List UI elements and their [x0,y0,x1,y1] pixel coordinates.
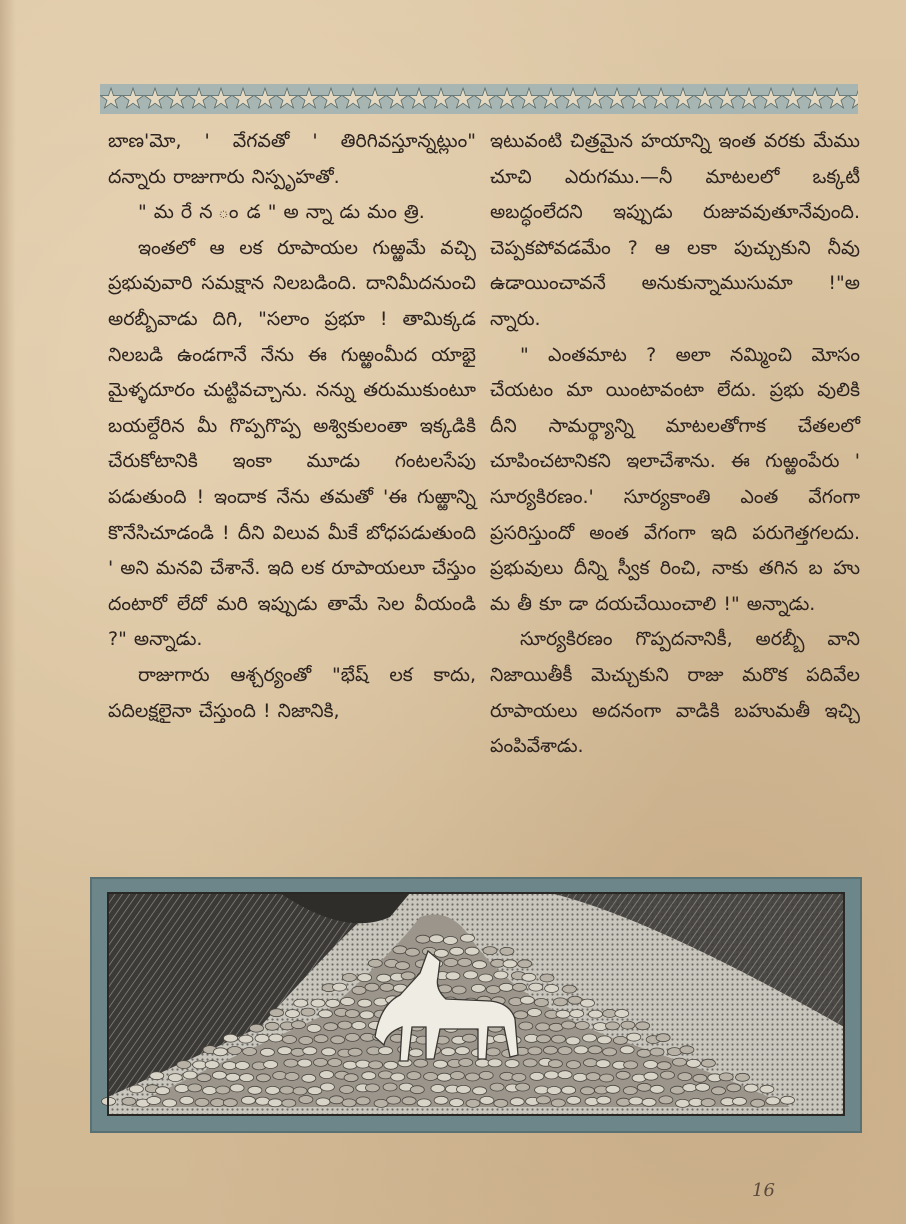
paragraph: ఇటువంటి చిత్రమైన హయాన్ని ఇంత వరకు మేము చూచి ఎరుగము.—నీ మాటలలో ఒక్కటీ అబద్ధంలేదని ఇప్పుడు రుజువవుతూనేవుంది. చెప్పకపోవడమేం ? ఆ లకా పుచ్చుకుని నీవు ఉడాయించావనే అనుకున్నాముసుమా !"అ న్నారు. [490,130,860,330]
page-number: 16 [752,1180,775,1201]
paragraph: రాజుగారు ఆశ్చర్యంతో "భేష్ లక కాదు, పదిలక్షలైనా చేస్తుంది ! నిజానికి, [108,663,476,722]
paragraph: " మ రే న ం డ " అ న్నా డు మం త్రి. [138,201,425,224]
right-text-column [490,124,860,765]
paragraph: ఇంతలో ఆ లక రూపాయల గుఱ్ఱమే వచ్చి ప్రభువువారి సమక్షాన నిలబడింది. దానిమీదనుంచి అరబ్బీవాడు దిగి, "సలాం ప్రభూ ! తామిక్కడ నిలబడి ఉండగానే నేను ఈ గుఱ్ఱంమీద యాభై మైళ్ళదూరం చుట్టివచ్చాను. నన్ను తరుముకుంటూ బయల్దేరిన మీ గొప్పగొప్ప అశ్వికులంతా ఇక్కడికి చేరుకోటానికి ఇంకా మూడు గంటలసేపు పడుతుంది ! ఇందాక నేను తమతో 'ఈ గుఱ్ఱాన్ని కొనేసిచూడండి ! దీని విలువ మీకే బోధపడుతుంది ' అని మనవి చేశానే. ఇది లక రూపాయలూ చేస్తుం దంటారో లేదో మరి ఇప్పుడు తామే సెల వీయండి ?" అన్నాడు. [108,236,476,651]
horse-on-coin-heap-illustration [90,877,862,1133]
paragraph: " ఎంతమాట ? అలా నమ్మించి మోసం చేయటం మా యింటావంటా లేదు. ప్రభు వులికి దీని సామర్థ్యాన్ని మాటలతోగాక చేతలలో చూపించటానికని ఇలాచేశాను. ఈ గుఱ్ఱంపేరు ' సూర్యకిరణం.' సూర్యకాంతి ఎంత వేగంగా ప్రసరిస్తుందో అంత వేగంగా ఇది పరుగెత్తగలదు. ప్రభువులు దీన్ని స్వీక రించి, నాకు తగిన బ హు మ తీ కూ డా దయచేయించాలి !" అన్నాడు. [490,343,860,615]
left-text-column [108,124,476,729]
page-fold-shadow [0,0,16,1224]
paragraph: బాణ'మో, ' వేగవతో ' తిరిగివస్తూన్నట్లుం" దన్నారు రాజుగారు నిస్పృహతో. [108,130,476,188]
paragraph: సూర్యకిరణం గొప్పదనానికీ, అరబ్బీ వాని నిజాయితీకీ మెచ్చుకుని రాజు మరొక పదివేల రూపాయలు అదనంగా వాడికి బహుమతీ ఇచ్చి పంపివేశాడు. [490,628,860,758]
decorative-star-border [100,84,858,114]
